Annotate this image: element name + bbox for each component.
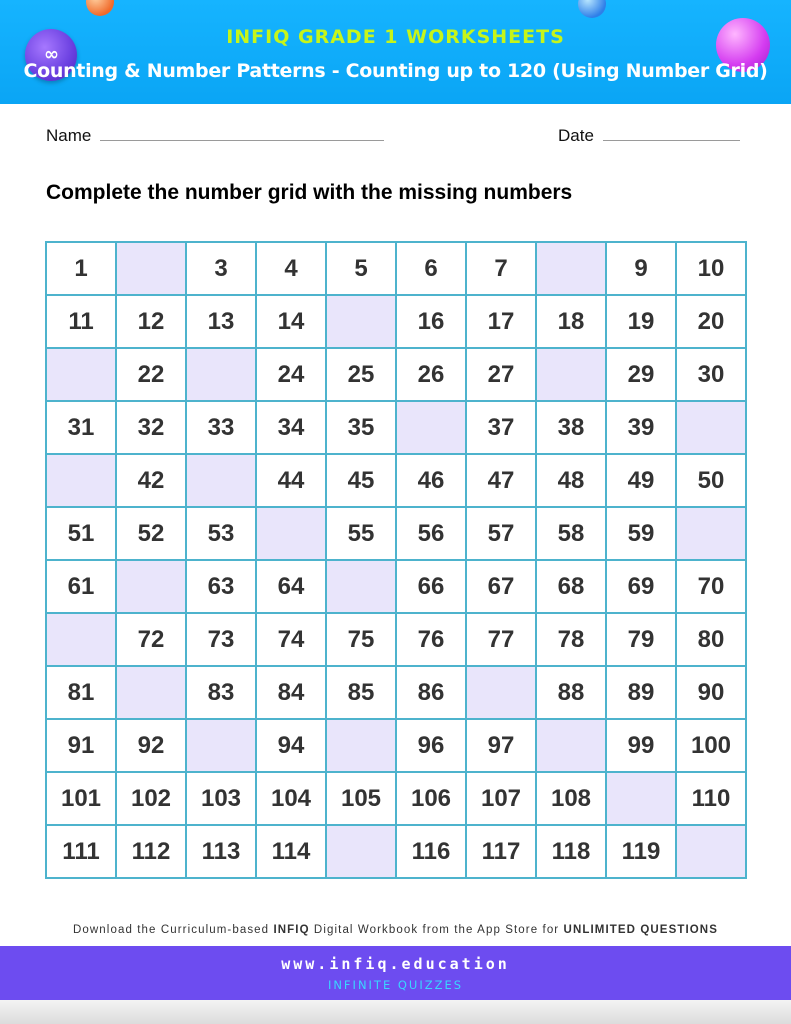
grid-cell-blank[interactable] xyxy=(326,825,396,878)
grid-cell-number: 103 xyxy=(186,772,256,825)
name-line[interactable] xyxy=(100,140,384,141)
decorative-orange-ball xyxy=(86,0,114,16)
grid-cell-number: 13 xyxy=(186,295,256,348)
grid-cell-number: 89 xyxy=(606,666,676,719)
grid-cell-number: 55 xyxy=(326,507,396,560)
promo-text xyxy=(0,924,791,936)
page-bottom-shade xyxy=(0,1000,791,1024)
grid-cell-number: 94 xyxy=(256,719,326,772)
grid-cell-number: 64 xyxy=(256,560,326,613)
grid-cell-number: 49 xyxy=(606,454,676,507)
grid-cell-number: 86 xyxy=(396,666,466,719)
grid-cell-number: 114 xyxy=(256,825,326,878)
decorative-blue-ball xyxy=(578,0,606,18)
grid-cell-number: 77 xyxy=(466,613,536,666)
grid-cell-number: 5 xyxy=(326,242,396,295)
grid-cell-number: 90 xyxy=(676,666,746,719)
grid-cell-number: 75 xyxy=(326,613,396,666)
grid-cell-blank[interactable] xyxy=(326,295,396,348)
grid-cell-blank[interactable] xyxy=(46,613,116,666)
grid-cell-number: 68 xyxy=(536,560,606,613)
grid-cell-number: 19 xyxy=(606,295,676,348)
grid-cell-number: 72 xyxy=(116,613,186,666)
grid-row xyxy=(46,825,746,878)
promo-brand: INFIQ xyxy=(273,924,310,936)
grid-cell-number: 16 xyxy=(396,295,466,348)
grid-cell-number: 92 xyxy=(116,719,186,772)
grid-cell-blank[interactable] xyxy=(676,401,746,454)
grid-cell-number: 35 xyxy=(326,401,396,454)
grid-row xyxy=(46,613,746,666)
grid-cell-blank[interactable] xyxy=(466,666,536,719)
grid-cell-blank[interactable] xyxy=(116,666,186,719)
grid-cell-blank[interactable] xyxy=(46,454,116,507)
grid-row xyxy=(46,666,746,719)
grid-cell-number: 110 xyxy=(676,772,746,825)
grid-cell-number: 81 xyxy=(46,666,116,719)
grid-cell-number: 112 xyxy=(116,825,186,878)
grid-cell-number: 51 xyxy=(46,507,116,560)
grid-cell-number: 9 xyxy=(606,242,676,295)
grid-cell-number: 59 xyxy=(606,507,676,560)
grid-cell-number: 69 xyxy=(606,560,676,613)
grid-cell-number: 83 xyxy=(186,666,256,719)
grid-cell-number: 11 xyxy=(46,295,116,348)
grid-cell-number: 96 xyxy=(396,719,466,772)
grid-cell-number: 29 xyxy=(606,348,676,401)
grid-cell-number: 34 xyxy=(256,401,326,454)
footer-url[interactable]: www.infiq.education xyxy=(281,955,510,973)
grid-cell-number: 25 xyxy=(326,348,396,401)
grid-cell-number: 31 xyxy=(46,401,116,454)
grid-cell-number: 66 xyxy=(396,560,466,613)
grid-cell-number: 30 xyxy=(676,348,746,401)
grid-cell-number: 58 xyxy=(536,507,606,560)
grid-cell-number: 76 xyxy=(396,613,466,666)
grid-row xyxy=(46,719,746,772)
grid-cell-blank[interactable] xyxy=(606,772,676,825)
grid-cell-number: 91 xyxy=(46,719,116,772)
grid-cell-blank[interactable] xyxy=(186,348,256,401)
grid-cell-number: 37 xyxy=(466,401,536,454)
header-banner xyxy=(0,0,791,104)
worksheet-subtitle: Counting & Number Patterns - Counting up to 120 (Using Number Grid) xyxy=(23,60,768,82)
grid-cell-number: 70 xyxy=(676,560,746,613)
grid-cell-number: 24 xyxy=(256,348,326,401)
grid-cell-number: 48 xyxy=(536,454,606,507)
instruction-text: Complete the number grid with the missing numbers xyxy=(46,181,573,204)
grid-cell-number: 38 xyxy=(536,401,606,454)
grid-cell-number: 80 xyxy=(676,613,746,666)
grid-cell-number: 26 xyxy=(396,348,466,401)
grid-cell-blank[interactable] xyxy=(536,348,606,401)
brand-title: INFIQ GRADE 1 WORKSHEETS xyxy=(226,26,565,48)
grid-cell-number: 73 xyxy=(186,613,256,666)
grid-cell-number: 20 xyxy=(676,295,746,348)
grid-cell-number: 111 xyxy=(46,825,116,878)
grid-cell-number: 52 xyxy=(116,507,186,560)
grid-cell-number: 3 xyxy=(186,242,256,295)
grid-row xyxy=(46,348,746,401)
grid-cell-number: 56 xyxy=(396,507,466,560)
grid-row xyxy=(46,242,746,295)
grid-cell-number: 99 xyxy=(606,719,676,772)
grid-cell-number: 45 xyxy=(326,454,396,507)
grid-row xyxy=(46,560,746,613)
logo-mark: ∞ xyxy=(44,44,58,65)
grid-cell-number: 47 xyxy=(466,454,536,507)
promo-emphasis: UNLIMITED QUESTIONS xyxy=(563,924,718,936)
grid-cell-number: 97 xyxy=(466,719,536,772)
grid-cell-number: 67 xyxy=(466,560,536,613)
footer-tagline: INFINITE QUIZZES xyxy=(327,978,464,992)
grid-cell-number: 53 xyxy=(186,507,256,560)
grid-cell-number: 107 xyxy=(466,772,536,825)
grid-cell-blank[interactable] xyxy=(116,560,186,613)
grid-cell-number: 46 xyxy=(396,454,466,507)
grid-cell-blank[interactable] xyxy=(536,242,606,295)
grid-cell-number: 119 xyxy=(606,825,676,878)
grid-row xyxy=(46,295,746,348)
number-grid xyxy=(45,241,747,879)
grid-cell-number: 113 xyxy=(186,825,256,878)
grid-cell-number: 4 xyxy=(256,242,326,295)
grid-cell-number: 27 xyxy=(466,348,536,401)
grid-cell-blank[interactable] xyxy=(186,719,256,772)
grid-cell-number: 85 xyxy=(326,666,396,719)
grid-cell-number: 61 xyxy=(46,560,116,613)
grid-cell-number: 118 xyxy=(536,825,606,878)
date-line[interactable] xyxy=(603,140,740,141)
grid-cell-blank[interactable] xyxy=(326,719,396,772)
grid-row xyxy=(46,454,746,507)
grid-cell-number: 6 xyxy=(396,242,466,295)
grid-cell-blank[interactable] xyxy=(536,719,606,772)
grid-cell-number: 17 xyxy=(466,295,536,348)
grid-cell-number: 50 xyxy=(676,454,746,507)
grid-cell-number: 88 xyxy=(536,666,606,719)
grid-cell-number: 100 xyxy=(676,719,746,772)
grid-cell-number: 42 xyxy=(116,454,186,507)
grid-cell-blank[interactable] xyxy=(186,454,256,507)
grid-row xyxy=(46,507,746,560)
grid-cell-number: 79 xyxy=(606,613,676,666)
grid-cell-number: 101 xyxy=(46,772,116,825)
grid-cell-number: 84 xyxy=(256,666,326,719)
grid-cell-number: 63 xyxy=(186,560,256,613)
grid-cell-number: 39 xyxy=(606,401,676,454)
grid-row xyxy=(46,401,746,454)
grid-cell-blank[interactable] xyxy=(116,242,186,295)
grid-cell-blank[interactable] xyxy=(256,507,326,560)
grid-cell-number: 22 xyxy=(116,348,186,401)
grid-cell-blank[interactable] xyxy=(326,560,396,613)
grid-cell-number: 32 xyxy=(116,401,186,454)
grid-cell-number: 116 xyxy=(396,825,466,878)
name-label: Name xyxy=(46,126,92,145)
grid-cell-blank[interactable] xyxy=(676,825,746,878)
promo-part2: Digital Workbook from the App Store for xyxy=(309,924,564,936)
grid-cell-number: 57 xyxy=(466,507,536,560)
grid-cell-blank[interactable] xyxy=(676,507,746,560)
grid-cell-blank[interactable] xyxy=(46,348,116,401)
grid-cell-number: 33 xyxy=(186,401,256,454)
grid-cell-number: 44 xyxy=(256,454,326,507)
grid-cell-number: 14 xyxy=(256,295,326,348)
grid-cell-blank[interactable] xyxy=(396,401,466,454)
grid-cell-number: 18 xyxy=(536,295,606,348)
grid-cell-number: 74 xyxy=(256,613,326,666)
grid-cell-number: 12 xyxy=(116,295,186,348)
footer-banner xyxy=(0,946,791,1000)
promo-part1: Download the Curriculum-based xyxy=(73,924,274,936)
grid-cell-number: 105 xyxy=(326,772,396,825)
grid-cell-number: 108 xyxy=(536,772,606,825)
grid-cell-number: 102 xyxy=(116,772,186,825)
grid-cell-number: 104 xyxy=(256,772,326,825)
grid-cell-number: 78 xyxy=(536,613,606,666)
grid-row xyxy=(46,772,746,825)
grid-cell-number: 7 xyxy=(466,242,536,295)
grid-cell-number: 106 xyxy=(396,772,466,825)
grid-cell-number: 10 xyxy=(676,242,746,295)
date-label: Date xyxy=(558,126,594,145)
grid-cell-number: 1 xyxy=(46,242,116,295)
grid-cell-number: 117 xyxy=(466,825,536,878)
